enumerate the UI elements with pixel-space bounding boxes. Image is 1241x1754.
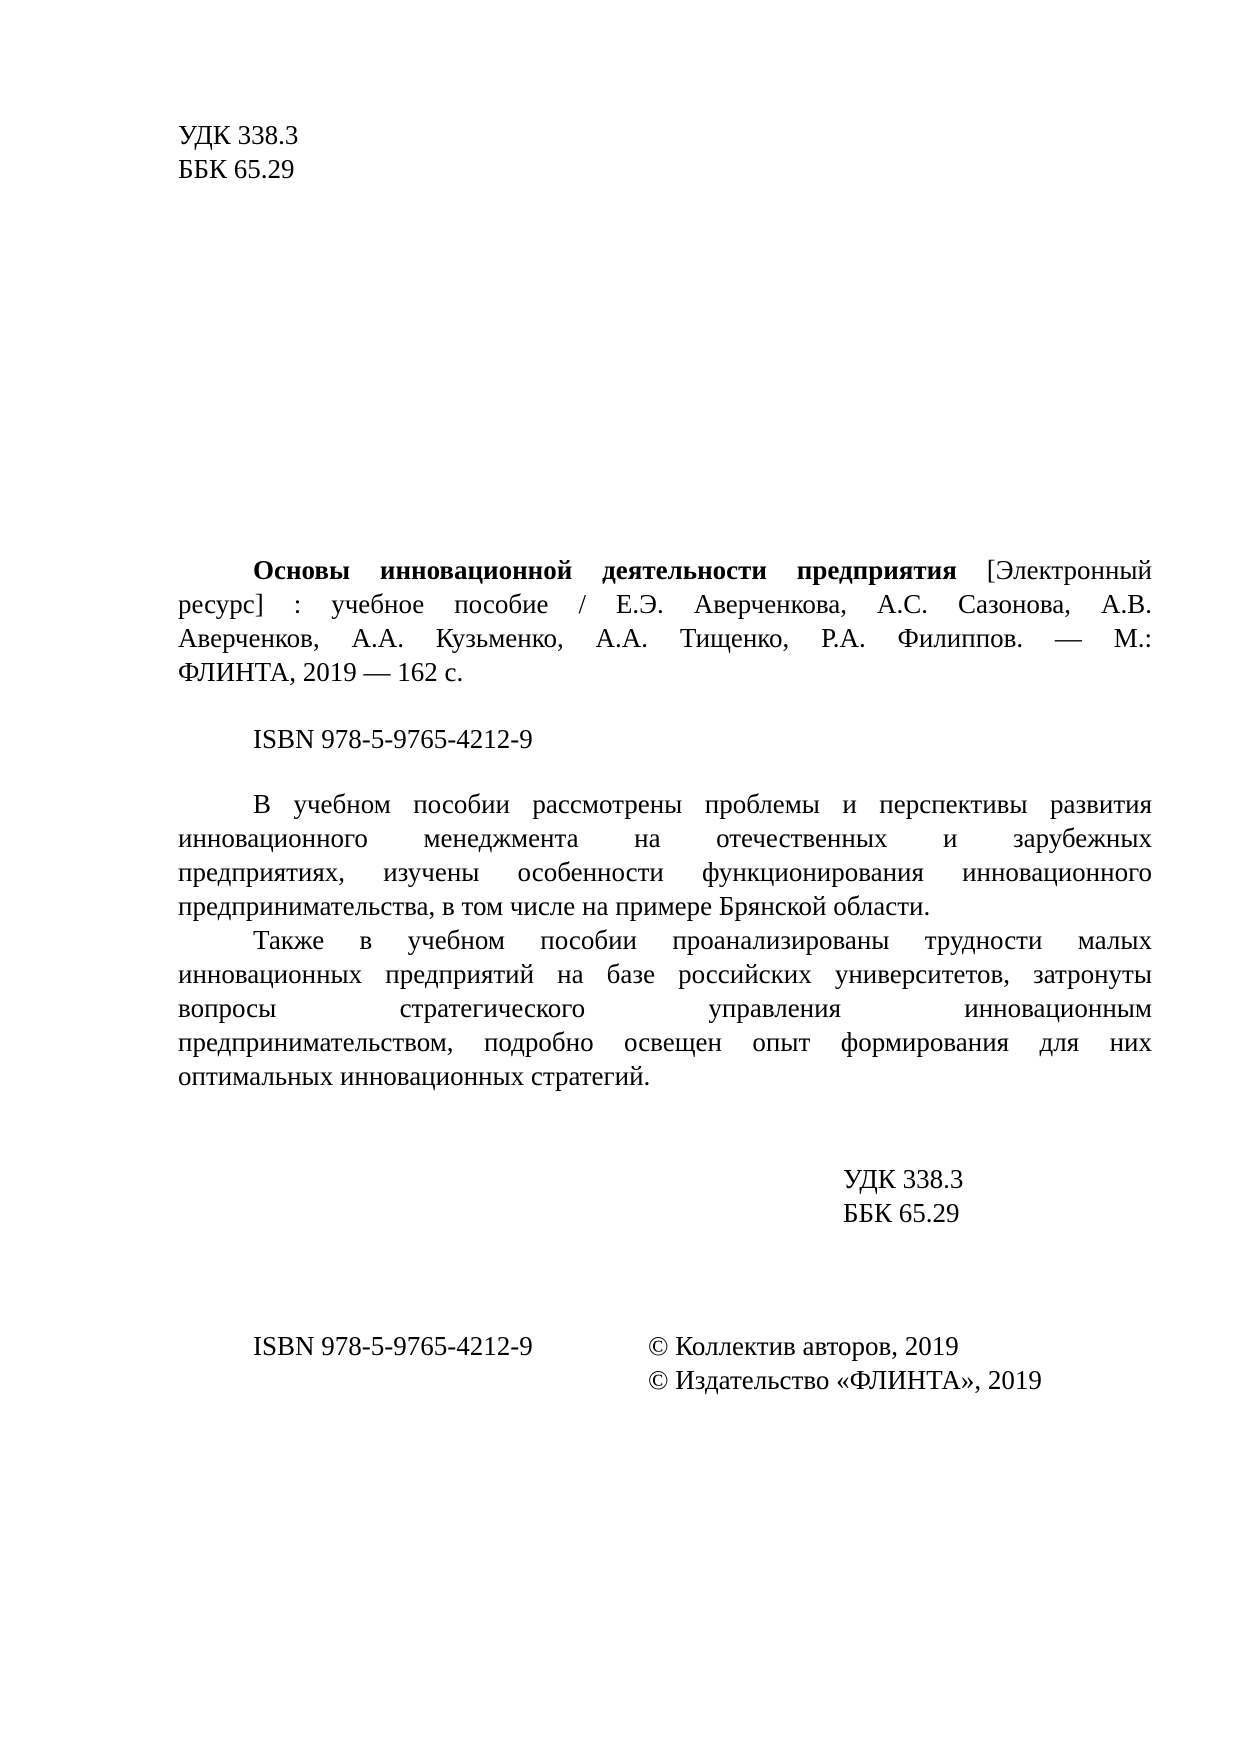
book-title: Основы инновационной деятельности предприятия [253, 555, 957, 585]
biblio-line-4: ФЛИНТА, 2019 — 162 с. [178, 657, 464, 687]
copyright-publisher: © Издательство «ФЛИНТА», 2019 [648, 1365, 1042, 1395]
udk-code: УДК 338.3 [178, 120, 299, 150]
bbk-code: ББК 65.29 [178, 154, 295, 184]
annotation-p1-line: предприятиях, изучены особенности функционирования инновационного [178, 857, 1152, 887]
isbn-line: ISBN 978-5-9765-4212-9 [253, 724, 533, 754]
classification-codes-top [178, 118, 298, 186]
annotation-p2-line: инновационных предприятий на базе российских университетов, затронуты [178, 959, 1152, 989]
annotation-p2-line: вопросы стратегического управления инновационным [178, 993, 1152, 1023]
copyright-authors: © Коллектив авторов, 2019 [648, 1331, 959, 1361]
annotation-p1-line: В учебном пособии рассмотрены проблемы и перспективы развития [253, 789, 1152, 819]
bbk-code: ББК 65.29 [843, 1198, 960, 1228]
annotation-p2-line: Также в учебном пособии проанализированы трудности малых [253, 925, 1152, 955]
annotation [178, 787, 1152, 1093]
annotation-p2-line: предпринимательством, подробно освещен опыт формирования для них [178, 1027, 1152, 1057]
biblio-line-2: ресурс] : учебное пособие / Е.Э. Аверченкова, А.С. Сазонова, А.В. [178, 589, 1152, 619]
bibliographic-description [178, 553, 1152, 689]
annotation-p2-line: оптимальных инновационных стратегий. [178, 1061, 651, 1091]
annotation-p1-line: инновационного менеджмента на отечественных и зарубежных [178, 823, 1152, 853]
udk-code: УДК 338.3 [843, 1164, 964, 1194]
footer-isbn: ISBN 978-5-9765-4212-9 [253, 1331, 533, 1361]
biblio-line-1-rest: [Электронный [986, 555, 1152, 585]
annotation-p1-line: предпринимательства, в том числе на примере Брянской области. [178, 891, 931, 921]
biblio-line-3: Аверченков, А.А. Кузьменко, А.А. Тищенко, Р.А. Филиппов. — М.: [178, 623, 1152, 653]
classification-codes-bottom [843, 1162, 963, 1230]
copyright-block [648, 1329, 1042, 1397]
biblio-line-1 [178, 553, 1152, 587]
